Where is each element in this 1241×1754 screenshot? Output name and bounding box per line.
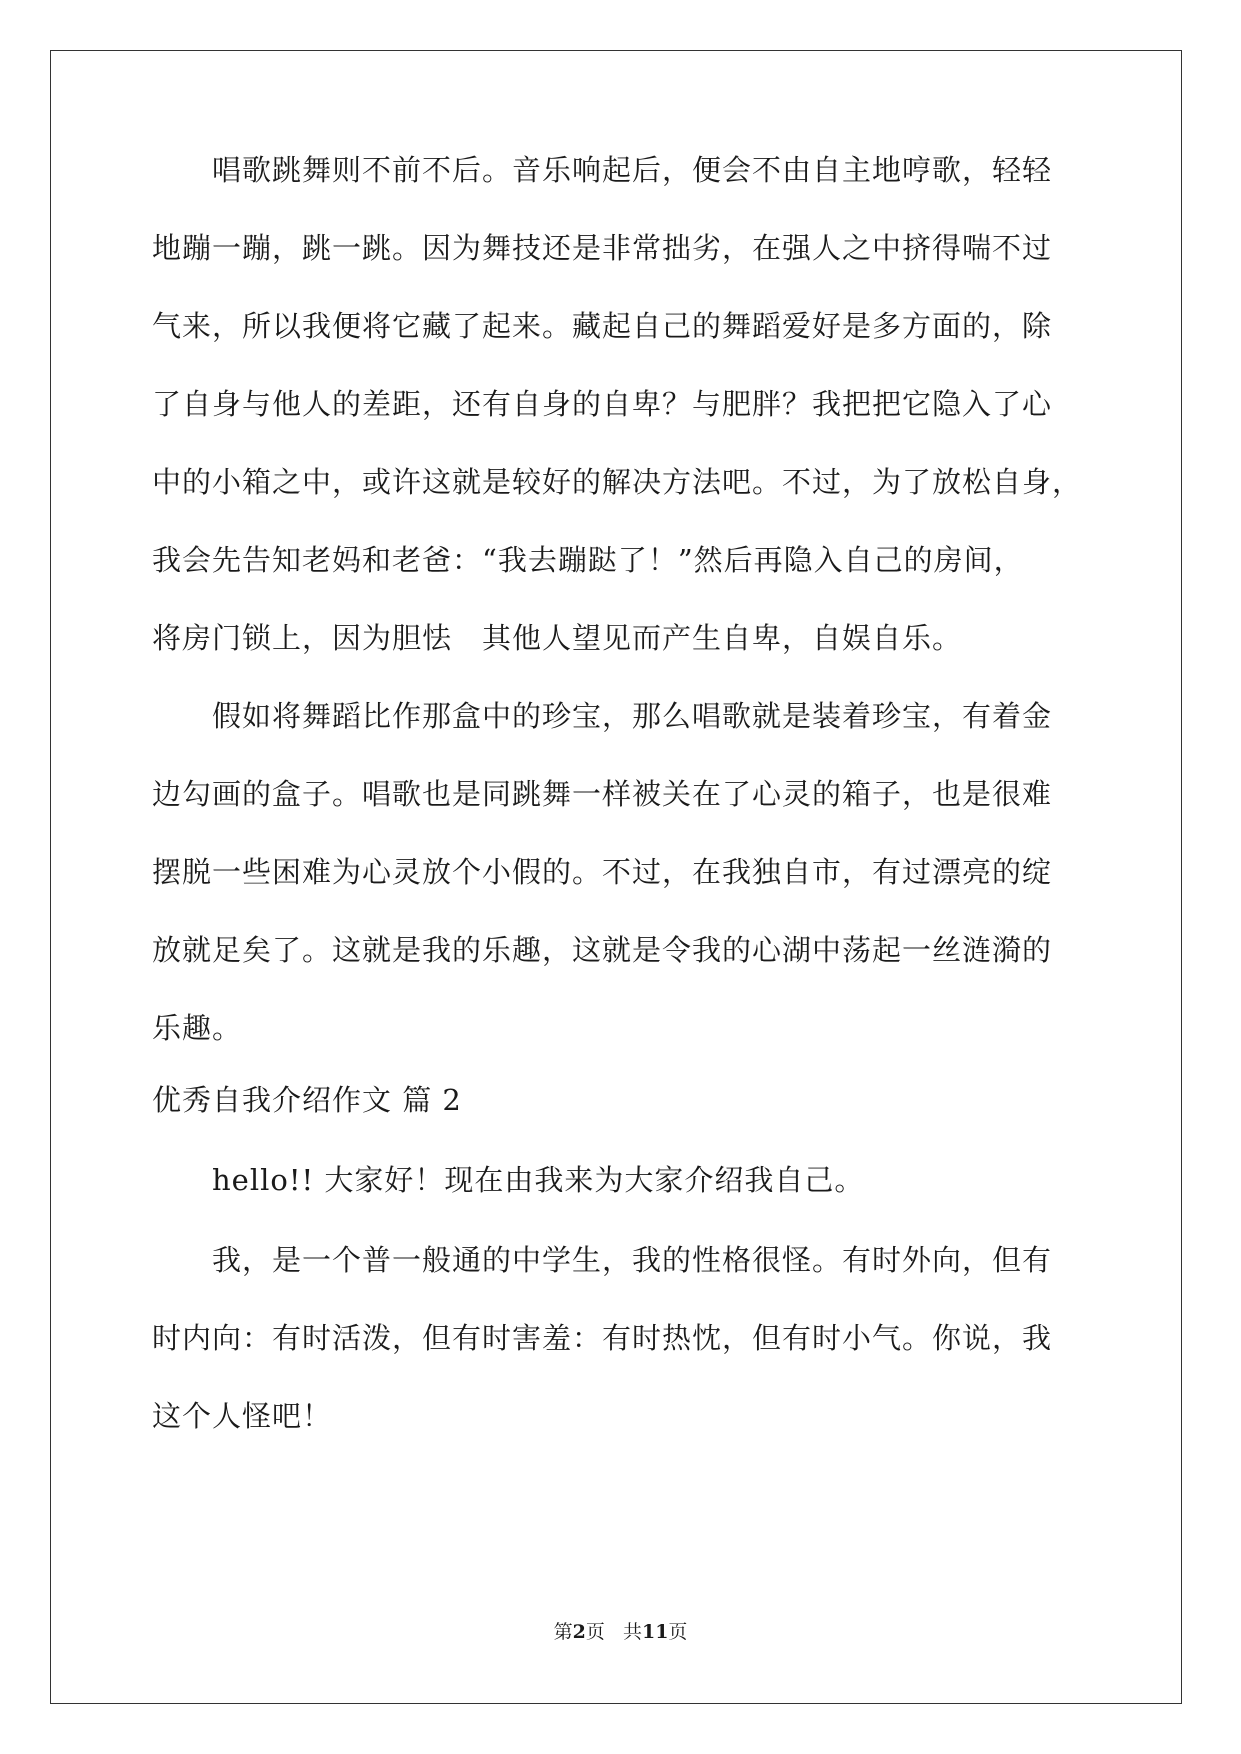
paragraph-3-line-1: hello!! 大家好！现在由我来为大家介绍我自己。 — [212, 1163, 865, 1197]
paragraph-4-line-3: 这个人怪吧！ — [152, 1399, 333, 1433]
paragraph-2-line-1: 假如将舞蹈比作那盒中的珍宝，那么唱歌就是装着珍宝，有着金 — [212, 699, 1053, 733]
paragraph-1-line-4: 了自身与他人的差距，还有自身的自卑？与肥胖？我把把它隐入了心 — [152, 387, 1053, 421]
paragraph-1-line-7: 将房门锁上，因为胆怯 其他人望见而产生自卑，自娱自乐。 — [152, 621, 963, 655]
page-number-footer — [0, 1620, 1241, 1644]
section-heading: 优秀自我介绍作文 篇 2 — [152, 1083, 462, 1117]
paragraph-1-line-6: 我会先告知老妈和老爸：“我去蹦跶了！”然后再隐入自己的房间， — [152, 543, 1024, 577]
paragraph-1-line-3: 气来，所以我便将它藏了起来。藏起自己的舞蹈爱好是多方面的，除 — [152, 309, 1053, 343]
paragraph-1-line-5: 中的小箱之中，或许这就是较好的解决方法吧。不过，为了放松自身， — [152, 465, 1083, 499]
footer-page-unit: 页 — [585, 1621, 605, 1643]
current-page-number: 2 — [572, 1621, 586, 1643]
footer-total-unit: 页 — [668, 1621, 688, 1643]
footer-total-prefix: 共 — [622, 1621, 642, 1643]
paragraph-4-line-2: 时内向：有时活泼，但有时害羞：有时热忱，但有时小气。你说，我 — [152, 1321, 1053, 1355]
paragraph-1-line-1: 唱歌跳舞则不前不后。音乐响起后，便会不由自主地哼歌，轻轻 — [212, 153, 1053, 187]
paragraph-4-line-1: 我，是一个普一般通的中学生，我的性格很怪。有时外向，但有 — [212, 1243, 1053, 1277]
paragraph-2-line-5: 乐趣。 — [152, 1011, 243, 1045]
paragraph-2-line-4: 放就足矣了。这就是我的乐趣，这就是令我的心湖中荡起一丝涟漪的 — [152, 933, 1053, 967]
footer-prefix: 第 — [553, 1621, 573, 1643]
paragraph-1-line-2: 地蹦一蹦，跳一跳。因为舞技还是非常拙劣，在强人之中挤得喘不过 — [152, 231, 1053, 265]
total-pages-number: 11 — [641, 1621, 669, 1643]
paragraph-2-line-3: 摆脱一些困难为心灵放个小假的。不过，在我独自市，有过漂亮的绽 — [152, 855, 1053, 889]
paragraph-2-line-2: 边勾画的盒子。唱歌也是同跳舞一样被关在了心灵的箱子，也是很难 — [152, 777, 1053, 811]
